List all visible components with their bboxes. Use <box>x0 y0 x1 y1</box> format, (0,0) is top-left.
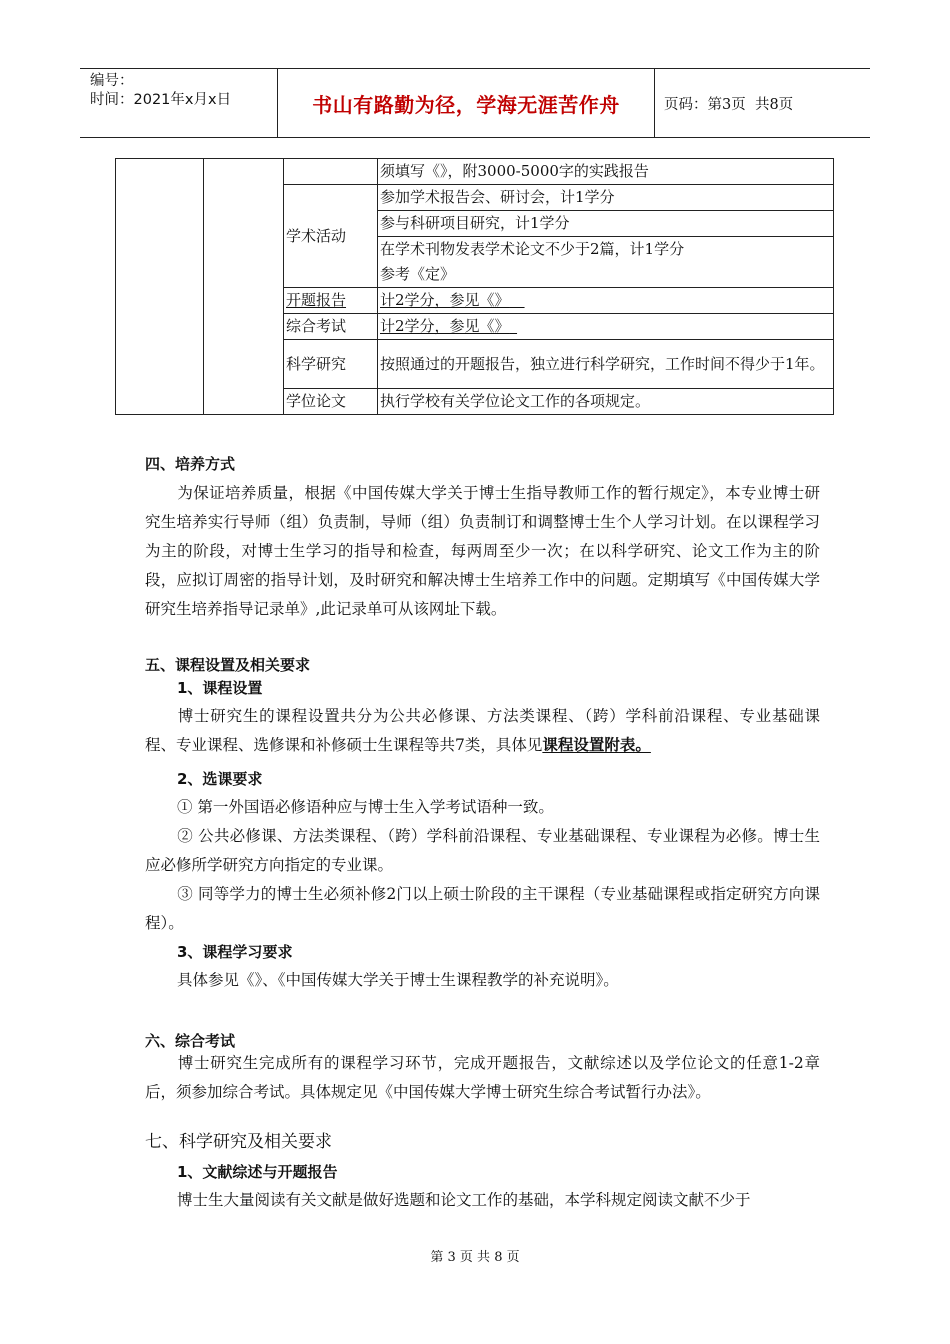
table-content-cell: 执行学校有关学位论文工作的各项规定。 <box>378 389 834 415</box>
section-5-paragraph-1: 博士研究生的课程设置共分为公共必修课、方法类课程、（跨）学科前沿课程、专业基础课程、专业课程、选修课和补修硕士生课程等共7类，具体见课程设置附表。 <box>145 707 820 754</box>
section-5-sub2: 2、选课要求 <box>177 770 263 788</box>
table-category-cell: 学位论文 <box>284 389 378 415</box>
section-5-title: 五、课程设置及相关要求 <box>145 656 311 674</box>
table-blank-cell <box>116 159 204 415</box>
section-4-paragraph: 为保证培养质量，根据《中国传媒大学关于博士生指导教师工作的暂行规定》，本专业博士研究生培养实行导师（组）负责制，导师（组）负责制订和调整博士生个人学习计划。在以课程学习为主的阶段，对博士生学习的指导和检查，每两周至少一次；在以科学研究、论文工作为主的阶段，应拟订周密的指导计划，及时研究和解决博士生培养工作中的问题。定期填写《中国传媒大学研究生培养指导记录单》,此记录单可从该网址下载。 <box>145 484 820 618</box>
table-category-cell: 综合考试 <box>284 314 378 340</box>
section-7-paragraph: 博士生大量阅读有关文献是做好选题和论文工作的基础，本学科规定阅读文献不少于 <box>177 1191 751 1209</box>
doc-time-label: 时间：2021年x月x日 <box>90 92 232 108</box>
section-5-item-1: ① 第一外国语必修语种应与博士生入学考试语种一致。 <box>177 798 554 816</box>
header-motto: 书山有路勤为径，学海无涯苦作舟 <box>278 69 655 137</box>
doc-number-label: 编号： <box>90 73 134 89</box>
section-7-sub1: 1、文献综述与开题报告 <box>177 1163 338 1181</box>
table-content-cell <box>378 314 834 340</box>
section-5-paragraph-3: 具体参见《》、《中国传媒大学关于博士生课程教学的补充说明》。 <box>177 971 619 989</box>
table-content-cell: 参考《定》 <box>378 262 834 288</box>
link-text[interactable]: 计2学分，参见《》 <box>380 317 510 335</box>
header-page-info <box>654 69 870 137</box>
table-content-cell: 须填写《》，附3000-5000字的实践报告 <box>378 159 834 185</box>
section-4-title: 四、培养方式 <box>145 455 236 473</box>
course-table-link[interactable]: 课程设置附表。 <box>542 736 651 754</box>
section-5-item-2: ② 公共必修课、方法类课程、（跨）学科前沿课程、专业基础课程、专业课程为必修。博士生应必修所学研究方向指定的专业课。 <box>145 827 820 874</box>
table-category-cell <box>284 159 378 185</box>
link-text[interactable]: 计2学分，参见《》 <box>380 291 510 309</box>
section-6-paragraph: 博士研究生完成所有的课程学习环节，完成开题报告，文献综述以及学位论文的任意1-2章后，须参加综合考试。具体规定见《中国传媒大学博士研究生综合考试暂行办法》。 <box>145 1054 820 1101</box>
footer-page-number: 第 3 页 共 8 页 <box>430 1250 520 1265</box>
header-meta <box>80 69 278 137</box>
table-category-cell: 科学研究 <box>284 340 378 389</box>
table-content-cell <box>378 288 834 314</box>
table-row <box>116 159 834 185</box>
section-5-sub1: 1、课程设置 <box>177 679 263 697</box>
header-page-label: 页码：第3页 共8页 <box>664 96 794 113</box>
page-footer <box>0 1246 950 1265</box>
table-content-cell: 参与科研项目研究，计1学分 <box>378 211 834 237</box>
requirements-table <box>115 158 834 415</box>
table-content-cell: 参加学术报告会、研讨会，计1学分 <box>378 185 834 211</box>
section-6-title: 六、综合考试 <box>145 1032 236 1050</box>
section-7-title: 七、科学研究及相关要求 <box>145 1132 332 1152</box>
table-content-cell: 按照通过的开题报告，独立进行科学研究，工作时间不得少于1年。 <box>378 340 834 389</box>
section-5-item-3: ③ 同等学力的博士生必须补修2门以上硕士阶段的主干课程（专业基础课程或指定研究方向课程）。 <box>145 885 820 932</box>
table-blank-cell <box>204 159 284 415</box>
page-header <box>80 68 870 138</box>
table-category-cell: 开题报告 <box>284 288 378 314</box>
table-content-cell: 在学术刊物发表学术论文不少于2篇，计1学分 <box>378 237 834 263</box>
table-category-cell: 学术活动 <box>284 185 378 288</box>
section-5-sub3: 3、课程学习要求 <box>177 943 293 961</box>
